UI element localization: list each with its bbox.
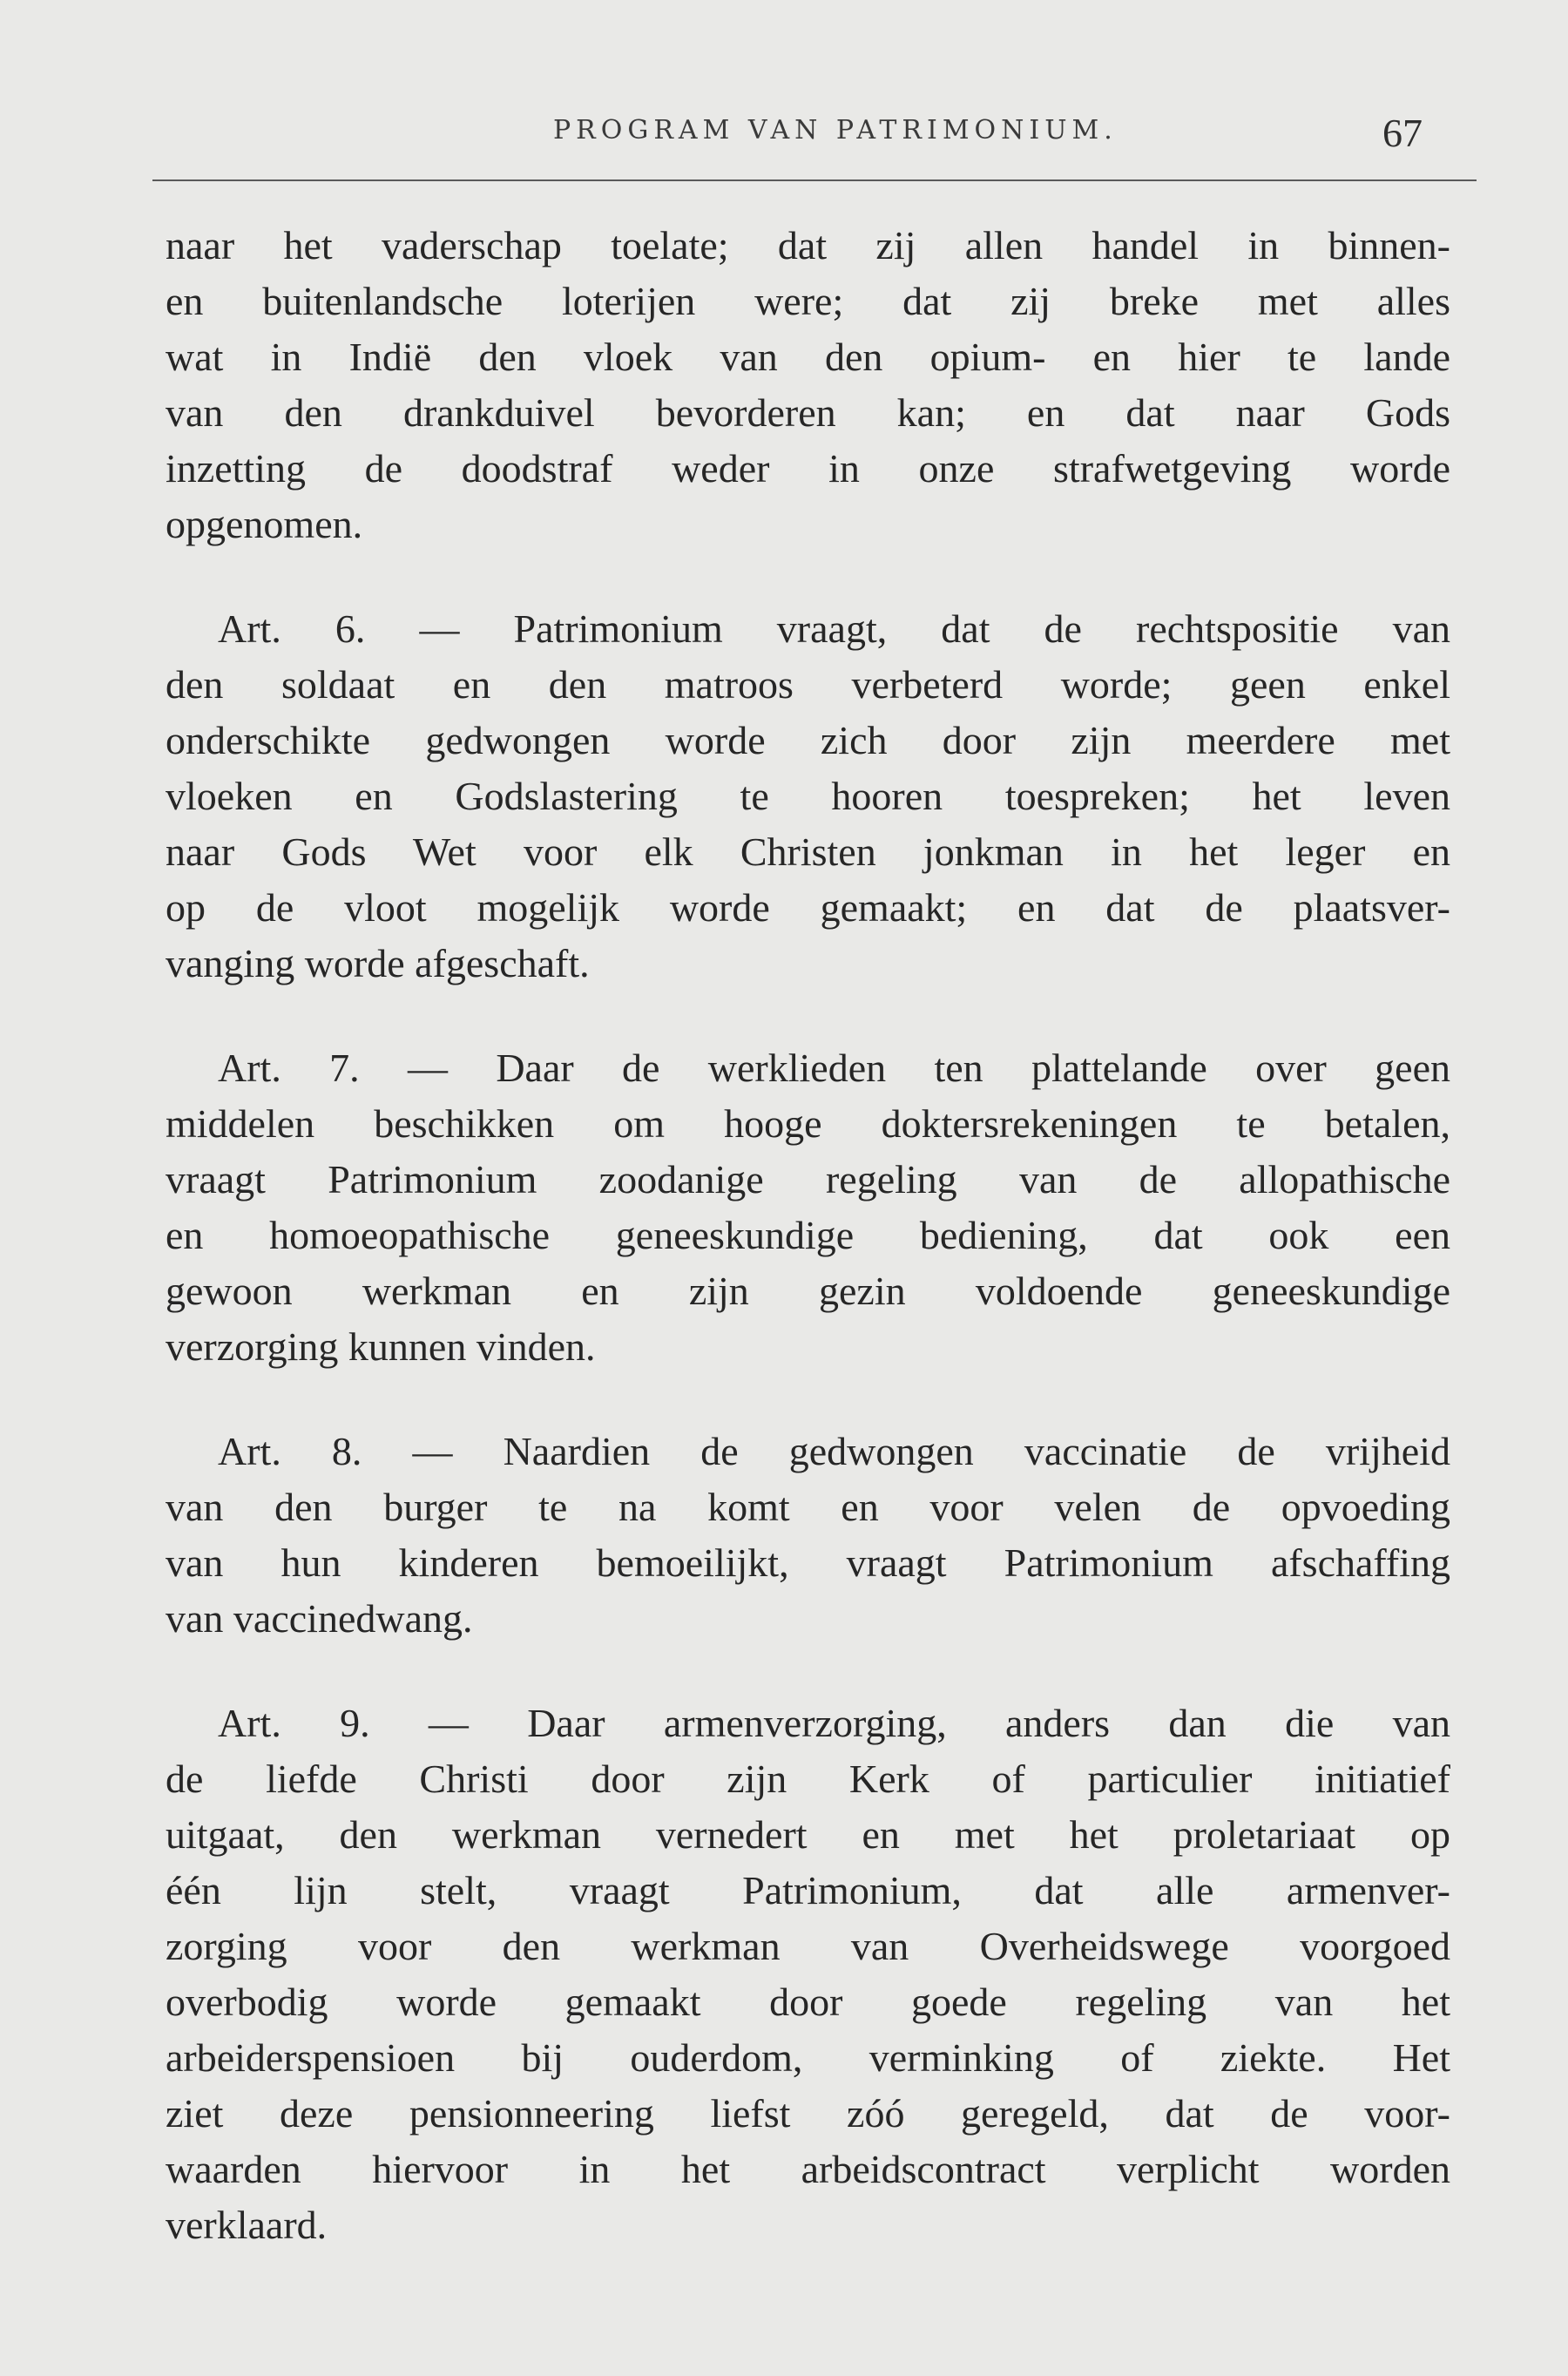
text-line: uitgaat, den werkman vernedert en met het proletariaat op xyxy=(166,1812,1450,1857)
text-line: opgenomen. xyxy=(166,502,363,546)
text-line: onderschikte gedwongen worde zich door zijn meerdere met xyxy=(166,718,1450,762)
text-line: van hun kinderen bemoeilijkt, vraagt Patrimonium afschaffing xyxy=(166,1540,1450,1585)
text-line: waarden hiervoor in het arbeidscontract verplicht worden xyxy=(166,2147,1450,2191)
text-line: en buitenlandsche loterijen were; dat zij breke met alles xyxy=(166,279,1450,323)
paragraph-continuation xyxy=(166,218,1450,552)
article-7 xyxy=(166,1040,1450,1375)
text-line: van den drankduivel bevorderen kan; en dat naar Gods xyxy=(166,390,1450,435)
article-6 xyxy=(166,601,1450,992)
text-line: Art. 7. — Daar de werklieden ten plattelande over geen xyxy=(218,1046,1450,1090)
text-line: vloeken en Godslastering te hooren toespreken; het leven xyxy=(166,774,1450,818)
text-line: vanging worde afgeschaft. xyxy=(166,941,590,985)
text-line: den soldaat en den matroos verbeterd worde; geen enkel xyxy=(166,662,1450,707)
text-line: de liefde Christi door zijn Kerk of particulier initiatief xyxy=(166,1757,1450,1801)
text-line: middelen beschikken om hooge doktersrekeningen te betalen, xyxy=(166,1101,1450,1146)
running-head xyxy=(152,103,1477,164)
text-line: Art. 6. — Patrimonium vraagt, dat de rechtspositie van xyxy=(218,606,1450,651)
text-line: Art. 8. — Naardien de gedwongen vaccinatie de vrijheid xyxy=(218,1429,1450,1473)
text-line: verklaard. xyxy=(166,2203,328,2247)
text-line: van vaccinedwang. xyxy=(166,1596,473,1641)
body-text xyxy=(166,218,1450,2253)
text-line: één lijn stelt, vraagt Patrimonium, dat alle armenver- xyxy=(166,1868,1450,1912)
article-9 xyxy=(166,1696,1450,2253)
text-line: naar het vaderschap toelate; dat zij allen handel in binnen- xyxy=(166,223,1450,267)
text-line: ziet deze pensionneering liefst zóó geregeld, dat de voor- xyxy=(166,2091,1450,2136)
text-line: en homoeopathische geneeskundige bediening, dat ook een xyxy=(166,1213,1450,1257)
text-line: arbeiderspensioen bij ouderdom, verminking of ziekte. Het xyxy=(166,2035,1450,2080)
text-line: op de vloot mogelijk worde gemaakt; en dat de plaatsver- xyxy=(166,885,1450,930)
running-title: PROGRAM VAN PATRIMONIUM. xyxy=(553,115,1118,146)
text-line: wat in Indië den vloek van den opium- en hier te lande xyxy=(166,335,1450,379)
article-8 xyxy=(166,1424,1450,1647)
header-rule xyxy=(152,179,1477,181)
text-line: Art. 9. — Daar armenverzorging, anders dan die van xyxy=(218,1701,1450,1745)
page-number: 67 xyxy=(1382,111,1423,155)
text-line: verzorging kunnen vinden. xyxy=(166,1324,596,1369)
text-line: overbodig worde gemaakt door goede regeling van het xyxy=(166,1980,1450,2024)
text-line: inzetting de doodstraf weder in onze strafwetgeving worde xyxy=(166,446,1450,491)
text-line: van den burger te na komt en voor velen de opvoeding xyxy=(166,1485,1450,1529)
text-line: naar Gods Wet voor elk Christen jonkman in het leger en xyxy=(166,829,1450,874)
text-line: vraagt Patrimonium zoodanige regeling van de allopathische xyxy=(166,1157,1450,1202)
text-line: gewoon werkman en zijn gezin voldoende geneeskundige xyxy=(166,1269,1450,1313)
text-line: zorging voor den werkman van Overheidswege voorgoed xyxy=(166,1924,1450,1968)
